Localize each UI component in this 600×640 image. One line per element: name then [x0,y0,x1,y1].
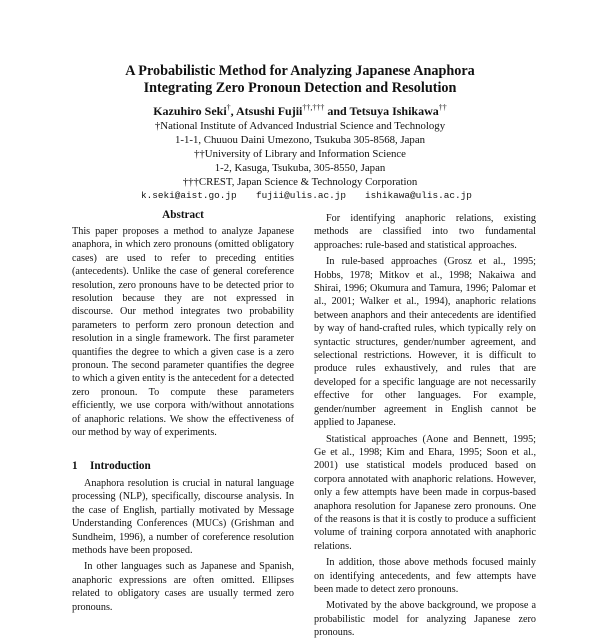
affiliation-line: †National Institute of Advanced Industrial Science and Technology [154,120,446,132]
abstract-text: This paper proposes a method to analyze Japanese anaphora, in which zero pronouns (omitted obligatory cases) are used to refer to preceding entities (antecedents). Unlike the case of general coreference resolution, zero pronouns have to be detected prior to resolution because they are not expressed in discourse. Our method integrates two probability parameters to perform zero pronoun detection and resolution in a single framework. The first parameter quantifies the degree to which a given case is a zero pronoun. The second parameter quantifies the degree to which a given entity is the antecedent for a detected zero pronoun. To compute these parameters efficiently, we use corpora with/without annotations of anaphoric relations. We show the effectiveness of our method by way of experiments. [72,226,294,439]
author-name: Tetsuya Ishikawa [349,104,439,118]
paragraph: Motivated by the above background, we propose a probabilistic model for analyzing Japanese zero pronouns. [314,600,536,639]
section-number: 1 [72,460,78,472]
author-separator: and [324,104,350,118]
email-address: k.seki@aist.go.jp [141,190,237,201]
section-heading-introduction [72,459,151,473]
paragraph: In addition, those above methods focused mainly on identifying antecedents, and few attempts have been made to detect zero pronouns. [314,557,536,595]
affiliation-line: 1-2, Kasuga, Tsukuba, 305-8550, Japan [214,162,386,174]
paragraph: In rule-based approaches (Grosz et al., 1995; Hobbs, 1978; Mitkov et al., 1998; Nakaiwa and Shirai, 1996; Okumura and Tamura, 1996; Palomar et al., 2001; Walker et al., 1994), anaphoric relations between anaphors and their antecedents are identified by way of hand-crafted rules, which typically rely on syntactic structures, gender/number agreement, and selectional restrictions. However, it is difficult to produce rules exhaustively, and rules that are developed for a specific language are not necessarily effective for other languages. For example, gender/number agreement in English cannot be applied to Japanese. [314,256,536,429]
author-mark: †† [438,103,447,112]
introduction-body [72,477,294,613]
author-mark: † [226,103,231,112]
email-address: ishikawa@ulis.ac.jp [365,190,472,201]
abstract-heading: Abstract [162,209,204,221]
affiliation-line: 1-1-1, Chuuou Daini Umezono, Tsukuba 305-8568, Japan [174,134,426,146]
paragraph: In other languages such as Japanese and Spanish, anaphoric expressions are often omitted. Ellipses related to obligatory cases are usually termed zero pronouns. [72,561,294,613]
paragraph: Anaphora resolution is crucial in natural language processing (NLP), specifically, discourse analysis. In the case of English, partially motivated by Message Understanding Conferences (MUCs) (Grishman and Sundheim, 1996), a number of coreference resolution methods have been proposed. [72,478,294,557]
paragraph: Statistical approaches (Aone and Bennett, 1995; Ge et al., 1998; Kim and Ehara, 1995; Soon et al., 2001) use statistical models produced based on corpora annotated with anaphoric relations. However, only a few attempts have been made in corpus-based anaphora resolution for Japanese zero pronouns. One of the reasons is that it is costly to produce a sufficient volume of training corpora annotated with anaphoric relations. [314,433,536,552]
email-address: fujii@ulis.ac.jp [256,190,347,201]
paper-title-line-2: Integrating Zero Pronoun Detection and Resolution [143,80,457,96]
author-list [0,104,600,118]
author-separator: , [230,104,237,118]
affiliation-line: †††CREST, Japan Science & Technology Corporation [182,176,418,188]
right-column-body [314,212,536,639]
abstract-body [72,225,294,457]
paper-title-line-1: A Probabilistic Method for Analyzing Japanese Anaphora [125,63,475,79]
paragraph: For identifying anaphoric relations, existing methods are classified into two fundamental approaches: rule-based and statistical approaches. [314,213,536,251]
author-name: Atsushi Fujii [236,104,303,118]
affiliation-line: ††University of Library and Information Science [194,148,406,160]
author-mark: ††,††† [302,103,325,112]
section-title: Introduction [90,460,151,472]
author-name: Kazuhiro Seki [153,104,227,118]
